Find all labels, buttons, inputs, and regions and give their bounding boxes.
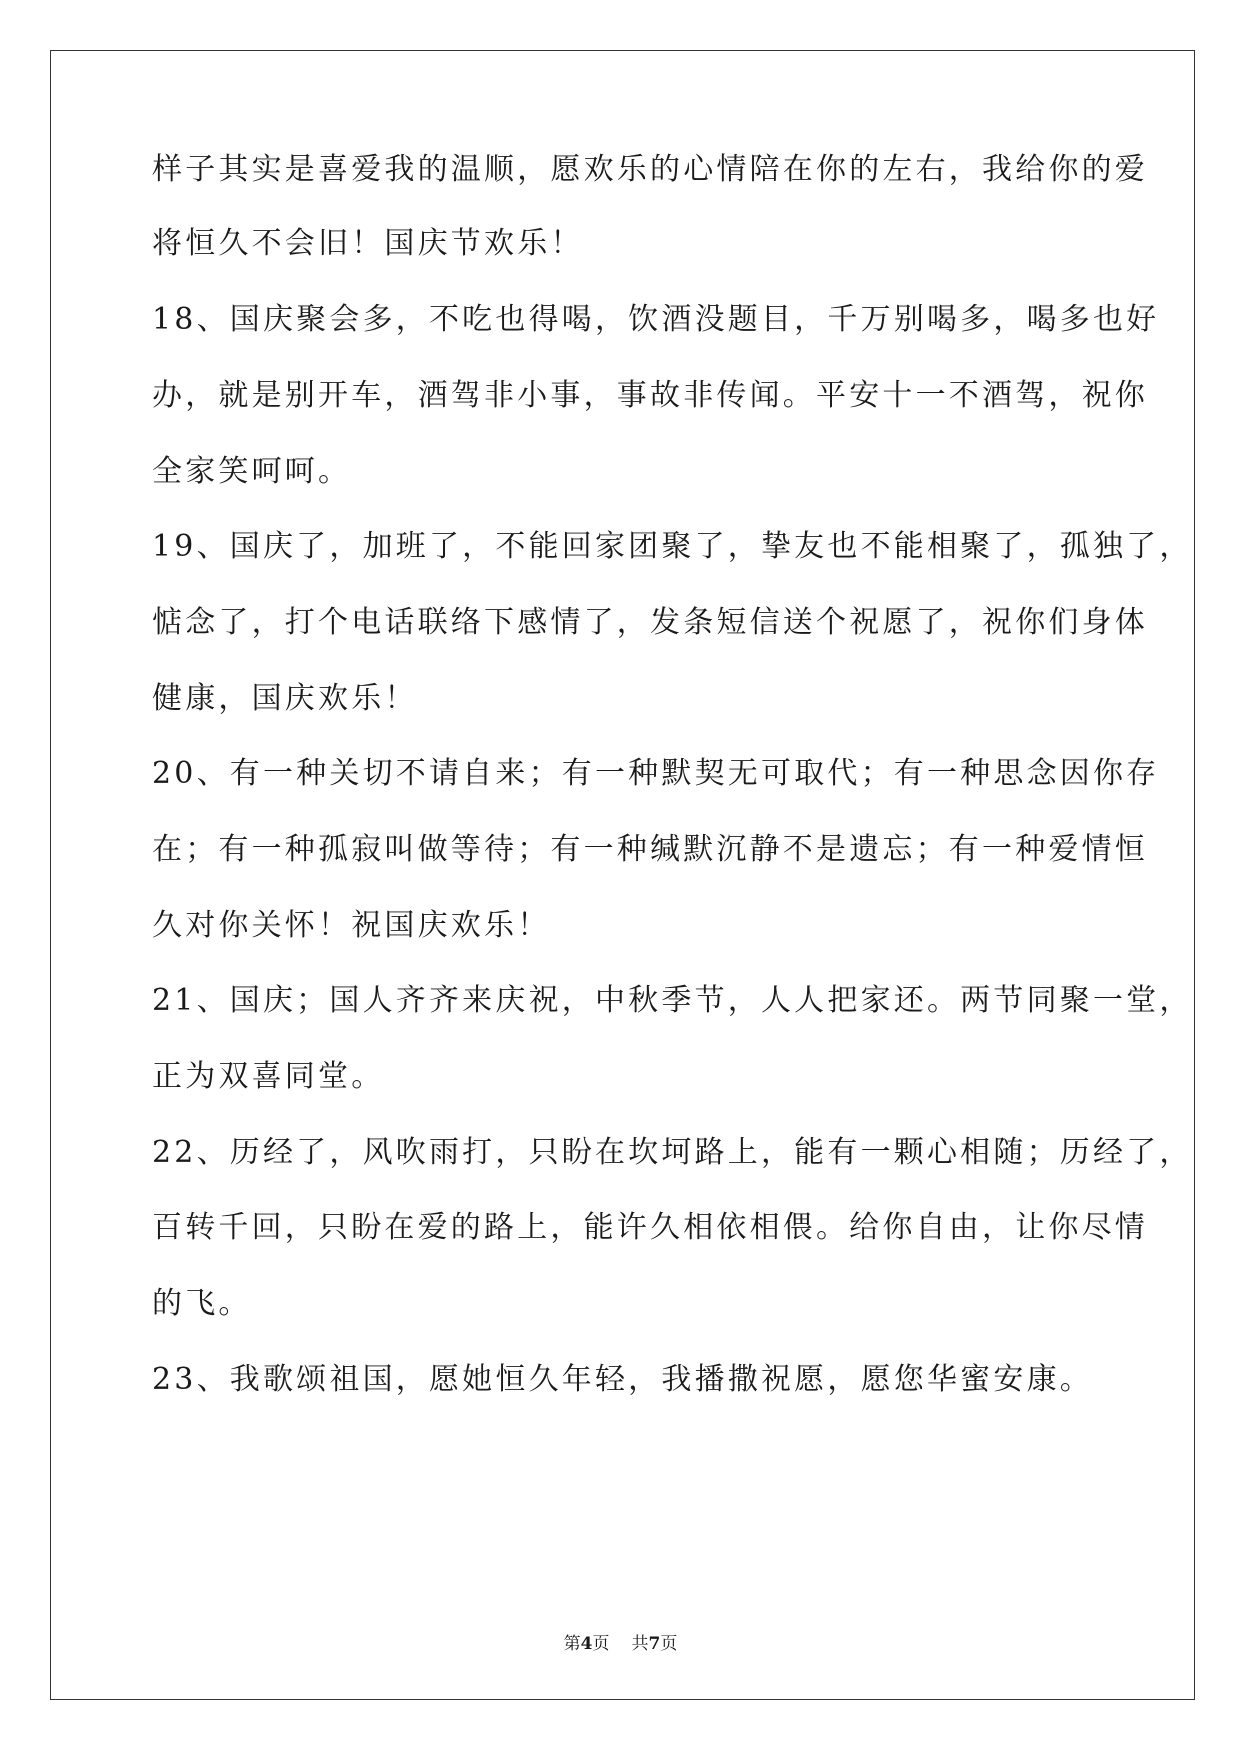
page-number: 第4页 bbox=[563, 1634, 610, 1654]
total-pages: 共7页 bbox=[631, 1634, 678, 1654]
text-line: 久对你关怀！祝国庆欢乐！ bbox=[152, 908, 551, 943]
text-line: 百转千回，只盼在爱的路上，能许久相依相偎。给你自由，让你尽情 bbox=[152, 1210, 1148, 1245]
current-page: 4 bbox=[580, 1634, 593, 1654]
text-line: 19、国庆了，加班了，不能回家团聚了，挚友也不能相聚了，孤独了， bbox=[152, 529, 1193, 564]
text-line: 21、国庆；国人齐齐来庆祝，中秋季节，人人把家还。两节同聚一堂， bbox=[152, 983, 1193, 1018]
text-line: 健康，国庆欢乐！ bbox=[152, 681, 418, 716]
text-line: 样子其实是喜爱我的温顺，愿欢乐的心情陪在你的左右，我给你的爱 bbox=[152, 152, 1148, 187]
text-line: 的飞。 bbox=[152, 1286, 252, 1321]
page-footer bbox=[0, 1632, 1241, 1656]
text-line: 23、我歌颂祖国，愿她恒久年轻，我播撒祝愿，愿您华蜜安康。 bbox=[152, 1362, 1093, 1397]
page-border bbox=[50, 50, 1195, 1700]
text-line: 20、有一种关切不请自来；有一种默契无可取代；有一种思念因你存 bbox=[152, 756, 1160, 791]
text-line: 在；有一种孤寂叫做等待；有一种缄默沉静不是遗忘；有一种爱情恒 bbox=[152, 832, 1148, 867]
total-page-count: 7 bbox=[648, 1634, 661, 1654]
text-line: 办，就是别开车，酒驾非小事，事故非传闻。平安十一不酒驾，祝你 bbox=[152, 378, 1148, 413]
text-line: 全家笑呵呵。 bbox=[152, 454, 352, 489]
text-line: 22、历经了，风吹雨打，只盼在坎坷路上，能有一颗心相随；历经了， bbox=[152, 1135, 1193, 1170]
text-line: 惦念了，打个电话联络下感情了，发条短信送个祝愿了，祝你们身体 bbox=[152, 605, 1148, 640]
text-line: 将恒久不会旧！国庆节欢乐！ bbox=[152, 226, 584, 261]
text-line: 18、国庆聚会多，不吃也得喝，饮酒没题目，千万别喝多，喝多也好 bbox=[152, 302, 1160, 337]
text-line: 正为双喜同堂。 bbox=[152, 1059, 385, 1094]
